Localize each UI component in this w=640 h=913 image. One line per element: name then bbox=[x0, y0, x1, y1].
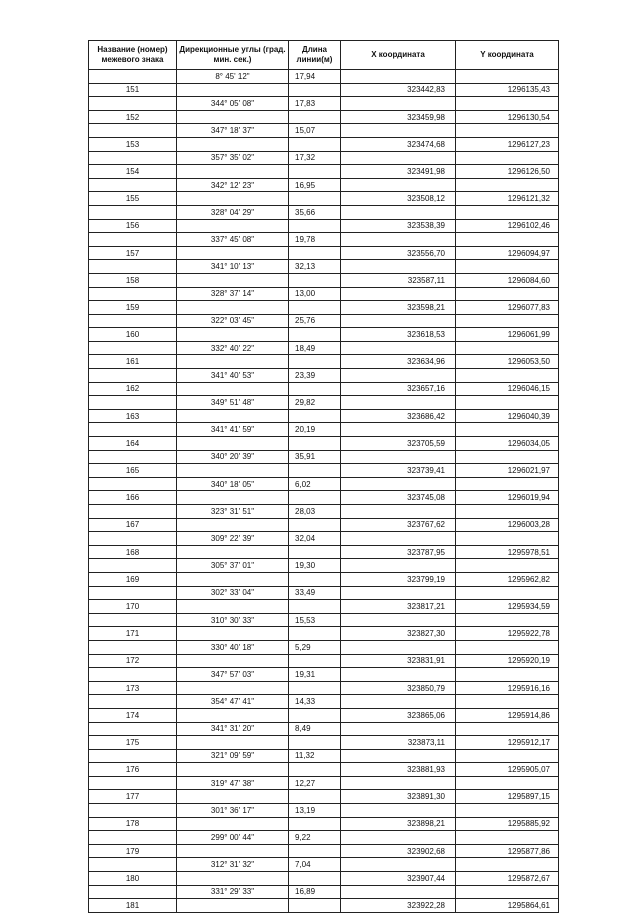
y-coordinate: 1296084,60 bbox=[456, 273, 559, 287]
segment-row bbox=[89, 287, 559, 301]
boundary-coordinates-table bbox=[88, 40, 559, 913]
segment-length: 28,03 bbox=[289, 505, 341, 519]
segment-row bbox=[89, 804, 559, 818]
point-row bbox=[89, 790, 559, 804]
y-coordinate: 1295897,15 bbox=[456, 790, 559, 804]
segment-angle: 341° 31' 20" bbox=[177, 722, 289, 736]
header-name: Название (номер) межевого знака bbox=[89, 41, 177, 70]
y-coordinate: 1296053,50 bbox=[456, 355, 559, 369]
y-coordinate: 1296126,50 bbox=[456, 165, 559, 179]
x-coordinate: 323705,59 bbox=[341, 437, 456, 451]
segment-length: 19,30 bbox=[289, 559, 341, 573]
point-row bbox=[89, 110, 559, 124]
segment-row bbox=[89, 97, 559, 111]
segment-length: 12,27 bbox=[289, 776, 341, 790]
segment-angle: 331° 29' 33" bbox=[177, 885, 289, 899]
point-row bbox=[89, 83, 559, 97]
y-coordinate: 1296040,39 bbox=[456, 409, 559, 423]
segment-angle: 312° 31' 32" bbox=[177, 858, 289, 872]
x-coordinate: 323686,42 bbox=[341, 409, 456, 423]
header-y: Y координата bbox=[456, 41, 559, 70]
y-coordinate: 1295962,82 bbox=[456, 572, 559, 586]
segment-angle: 328° 37' 14" bbox=[177, 287, 289, 301]
x-coordinate: 323491,98 bbox=[341, 165, 456, 179]
segment-length: 16,89 bbox=[289, 885, 341, 899]
point-row bbox=[89, 872, 559, 886]
point-row bbox=[89, 518, 559, 532]
segment-length: 16,95 bbox=[289, 178, 341, 192]
segment-length: 6,02 bbox=[289, 477, 341, 491]
point-name: 155 bbox=[89, 192, 177, 206]
segment-row bbox=[89, 70, 559, 84]
segment-length: 17,94 bbox=[289, 70, 341, 84]
segment-angle: 340° 20' 39" bbox=[177, 450, 289, 464]
point-row bbox=[89, 763, 559, 777]
segment-row bbox=[89, 668, 559, 682]
x-coordinate: 323538,39 bbox=[341, 219, 456, 233]
point-name: 159 bbox=[89, 301, 177, 315]
x-coordinate: 323850,79 bbox=[341, 681, 456, 695]
point-name: 167 bbox=[89, 518, 177, 532]
segment-angle: 319° 47' 38" bbox=[177, 776, 289, 790]
x-coordinate: 323865,06 bbox=[341, 708, 456, 722]
y-coordinate: 1295877,86 bbox=[456, 844, 559, 858]
y-coordinate: 1295885,92 bbox=[456, 817, 559, 831]
y-coordinate: 1296130,54 bbox=[456, 110, 559, 124]
point-name: 174 bbox=[89, 708, 177, 722]
point-name: 154 bbox=[89, 165, 177, 179]
point-name: 158 bbox=[89, 273, 177, 287]
point-name: 163 bbox=[89, 409, 177, 423]
point-name: 171 bbox=[89, 627, 177, 641]
segment-angle: 301° 36' 17" bbox=[177, 804, 289, 818]
segment-length: 7,04 bbox=[289, 858, 341, 872]
y-coordinate: 1296127,23 bbox=[456, 137, 559, 151]
y-coordinate: 1295934,59 bbox=[456, 600, 559, 614]
x-coordinate: 323767,62 bbox=[341, 518, 456, 532]
segment-angle: 341° 40' 53" bbox=[177, 369, 289, 383]
y-coordinate: 1295978,51 bbox=[456, 545, 559, 559]
x-coordinate: 323618,53 bbox=[341, 328, 456, 342]
x-coordinate: 323598,21 bbox=[341, 301, 456, 315]
point-name: 175 bbox=[89, 736, 177, 750]
header-angles: Дирекционные углы (град. мин. сек.) bbox=[177, 41, 289, 70]
segment-row bbox=[89, 233, 559, 247]
point-name: 180 bbox=[89, 872, 177, 886]
segment-length: 15,07 bbox=[289, 124, 341, 138]
y-coordinate: 1296135,43 bbox=[456, 83, 559, 97]
segment-length: 35,91 bbox=[289, 450, 341, 464]
y-coordinate: 1296003,28 bbox=[456, 518, 559, 532]
segment-row bbox=[89, 858, 559, 872]
point-row bbox=[89, 219, 559, 233]
segment-angle: 299° 00' 44" bbox=[177, 831, 289, 845]
x-coordinate: 323881,93 bbox=[341, 763, 456, 777]
segment-angle: 8° 45' 12" bbox=[177, 70, 289, 84]
segment-length: 18,49 bbox=[289, 341, 341, 355]
x-coordinate: 323787,95 bbox=[341, 545, 456, 559]
y-coordinate: 1295914,86 bbox=[456, 708, 559, 722]
segment-row bbox=[89, 559, 559, 573]
segment-length: 11,32 bbox=[289, 749, 341, 763]
x-coordinate: 323891,30 bbox=[341, 790, 456, 804]
point-row bbox=[89, 355, 559, 369]
point-name: 170 bbox=[89, 600, 177, 614]
segment-angle: 309° 22' 39" bbox=[177, 532, 289, 546]
point-row bbox=[89, 165, 559, 179]
point-row bbox=[89, 409, 559, 423]
segment-length: 29,82 bbox=[289, 396, 341, 410]
x-coordinate: 323474,68 bbox=[341, 137, 456, 151]
segment-row bbox=[89, 124, 559, 138]
y-coordinate: 1296046,15 bbox=[456, 382, 559, 396]
point-name: 161 bbox=[89, 355, 177, 369]
x-coordinate: 323634,96 bbox=[341, 355, 456, 369]
segment-length: 25,76 bbox=[289, 314, 341, 328]
y-coordinate: 1295922,78 bbox=[456, 627, 559, 641]
x-coordinate: 323902,68 bbox=[341, 844, 456, 858]
point-name: 165 bbox=[89, 464, 177, 478]
x-coordinate: 323587,11 bbox=[341, 273, 456, 287]
point-row bbox=[89, 654, 559, 668]
point-row bbox=[89, 464, 559, 478]
y-coordinate: 1296102,46 bbox=[456, 219, 559, 233]
y-coordinate: 1295916,16 bbox=[456, 681, 559, 695]
segment-angle: 349° 51' 48" bbox=[177, 396, 289, 410]
point-name: 151 bbox=[89, 83, 177, 97]
segment-angle: 305° 37' 01" bbox=[177, 559, 289, 573]
point-row bbox=[89, 545, 559, 559]
y-coordinate: 1295872,67 bbox=[456, 872, 559, 886]
segment-row bbox=[89, 722, 559, 736]
y-coordinate: 1296061,99 bbox=[456, 328, 559, 342]
segment-length: 32,04 bbox=[289, 532, 341, 546]
segment-length: 5,29 bbox=[289, 640, 341, 654]
point-row bbox=[89, 736, 559, 750]
segment-row bbox=[89, 423, 559, 437]
segment-length: 32,13 bbox=[289, 260, 341, 274]
segment-row bbox=[89, 532, 559, 546]
point-row bbox=[89, 246, 559, 260]
point-name: 156 bbox=[89, 219, 177, 233]
x-coordinate: 323657,16 bbox=[341, 382, 456, 396]
segment-row bbox=[89, 260, 559, 274]
segment-length: 33,49 bbox=[289, 586, 341, 600]
point-row bbox=[89, 273, 559, 287]
point-row bbox=[89, 600, 559, 614]
y-coordinate: 1296094,97 bbox=[456, 246, 559, 260]
point-row bbox=[89, 491, 559, 505]
table-header-row bbox=[89, 41, 559, 70]
segment-row bbox=[89, 396, 559, 410]
segment-length: 13,00 bbox=[289, 287, 341, 301]
x-coordinate: 323898,21 bbox=[341, 817, 456, 831]
segment-row bbox=[89, 640, 559, 654]
point-row bbox=[89, 708, 559, 722]
x-coordinate: 323799,19 bbox=[341, 572, 456, 586]
segment-length: 14,33 bbox=[289, 695, 341, 709]
point-name: 162 bbox=[89, 382, 177, 396]
segment-angle: 342° 12' 23" bbox=[177, 178, 289, 192]
point-name: 176 bbox=[89, 763, 177, 777]
segment-length: 17,83 bbox=[289, 97, 341, 111]
point-name: 168 bbox=[89, 545, 177, 559]
segment-angle: 341° 10' 13" bbox=[177, 260, 289, 274]
point-name: 153 bbox=[89, 137, 177, 151]
segment-length: 23,39 bbox=[289, 369, 341, 383]
point-row bbox=[89, 328, 559, 342]
segment-angle: 323° 31' 51" bbox=[177, 505, 289, 519]
x-coordinate: 323827,30 bbox=[341, 627, 456, 641]
point-name: 152 bbox=[89, 110, 177, 124]
x-coordinate: 323508,12 bbox=[341, 192, 456, 206]
segment-angle: 347° 18' 37" bbox=[177, 124, 289, 138]
x-coordinate: 323907,44 bbox=[341, 872, 456, 886]
x-coordinate: 323442,83 bbox=[341, 83, 456, 97]
y-coordinate: 1296021,97 bbox=[456, 464, 559, 478]
x-coordinate: 323922,28 bbox=[341, 899, 456, 913]
segment-row bbox=[89, 831, 559, 845]
header-length: Длина линии(м) bbox=[289, 41, 341, 70]
segment-angle: 302° 33' 04" bbox=[177, 586, 289, 600]
segment-angle: 337° 45' 08" bbox=[177, 233, 289, 247]
segment-angle: 322° 03' 45" bbox=[177, 314, 289, 328]
segment-length: 8,49 bbox=[289, 722, 341, 736]
point-name: 181 bbox=[89, 899, 177, 913]
point-name: 178 bbox=[89, 817, 177, 831]
segment-angle: 321° 09' 59" bbox=[177, 749, 289, 763]
x-coordinate: 323817,21 bbox=[341, 600, 456, 614]
y-coordinate: 1295864,61 bbox=[456, 899, 559, 913]
coordinates-document bbox=[88, 40, 558, 913]
segment-angle: 332° 40' 22" bbox=[177, 341, 289, 355]
x-coordinate: 323831,91 bbox=[341, 654, 456, 668]
point-row bbox=[89, 382, 559, 396]
point-row bbox=[89, 681, 559, 695]
point-row bbox=[89, 137, 559, 151]
point-row bbox=[89, 817, 559, 831]
x-coordinate: 323556,70 bbox=[341, 246, 456, 260]
segment-angle: 344° 05' 08" bbox=[177, 97, 289, 111]
x-coordinate: 323739,41 bbox=[341, 464, 456, 478]
segment-row bbox=[89, 613, 559, 627]
point-row bbox=[89, 572, 559, 586]
segment-length: 13,19 bbox=[289, 804, 341, 818]
segment-angle: 330° 40' 18" bbox=[177, 640, 289, 654]
point-name: 166 bbox=[89, 491, 177, 505]
point-name: 160 bbox=[89, 328, 177, 342]
segment-length: 9,22 bbox=[289, 831, 341, 845]
segment-length: 17,32 bbox=[289, 151, 341, 165]
point-name: 173 bbox=[89, 681, 177, 695]
point-name: 169 bbox=[89, 572, 177, 586]
segment-angle: 328° 04' 29" bbox=[177, 205, 289, 219]
segment-row bbox=[89, 586, 559, 600]
point-name: 179 bbox=[89, 844, 177, 858]
segment-angle: 357° 35' 02" bbox=[177, 151, 289, 165]
segment-row bbox=[89, 776, 559, 790]
point-name: 157 bbox=[89, 246, 177, 260]
point-name: 164 bbox=[89, 437, 177, 451]
segment-angle: 310° 30' 33" bbox=[177, 613, 289, 627]
segment-row bbox=[89, 369, 559, 383]
segment-row bbox=[89, 749, 559, 763]
segment-row bbox=[89, 151, 559, 165]
segment-row bbox=[89, 341, 559, 355]
y-coordinate: 1295905,07 bbox=[456, 763, 559, 777]
segment-row bbox=[89, 178, 559, 192]
y-coordinate: 1295912,17 bbox=[456, 736, 559, 750]
segment-length: 19,31 bbox=[289, 668, 341, 682]
segment-row bbox=[89, 695, 559, 709]
x-coordinate: 323459,98 bbox=[341, 110, 456, 124]
segment-row bbox=[89, 885, 559, 899]
y-coordinate: 1296019,94 bbox=[456, 491, 559, 505]
point-name: 172 bbox=[89, 654, 177, 668]
segment-length: 35,66 bbox=[289, 205, 341, 219]
segment-row bbox=[89, 505, 559, 519]
y-coordinate: 1296077,83 bbox=[456, 301, 559, 315]
segment-row bbox=[89, 450, 559, 464]
y-coordinate: 1296034,05 bbox=[456, 437, 559, 451]
segment-angle: 341° 41' 59" bbox=[177, 423, 289, 437]
segment-angle: 347° 57' 03" bbox=[177, 668, 289, 682]
segment-row bbox=[89, 205, 559, 219]
point-row bbox=[89, 437, 559, 451]
point-name: 177 bbox=[89, 790, 177, 804]
header-x: X координата bbox=[341, 41, 456, 70]
y-coordinate: 1296121,32 bbox=[456, 192, 559, 206]
segment-row bbox=[89, 314, 559, 328]
point-row bbox=[89, 627, 559, 641]
segment-row bbox=[89, 477, 559, 491]
x-coordinate: 323745,08 bbox=[341, 491, 456, 505]
segment-length: 20,19 bbox=[289, 423, 341, 437]
point-row bbox=[89, 899, 559, 913]
table-body bbox=[89, 70, 559, 913]
point-row bbox=[89, 301, 559, 315]
point-row bbox=[89, 844, 559, 858]
point-row bbox=[89, 192, 559, 206]
segment-angle: 354° 47' 41" bbox=[177, 695, 289, 709]
y-coordinate: 1295920,19 bbox=[456, 654, 559, 668]
segment-length: 15,53 bbox=[289, 613, 341, 627]
segment-angle: 340° 18' 05" bbox=[177, 477, 289, 491]
x-coordinate: 323873,11 bbox=[341, 736, 456, 750]
segment-length: 19,78 bbox=[289, 233, 341, 247]
